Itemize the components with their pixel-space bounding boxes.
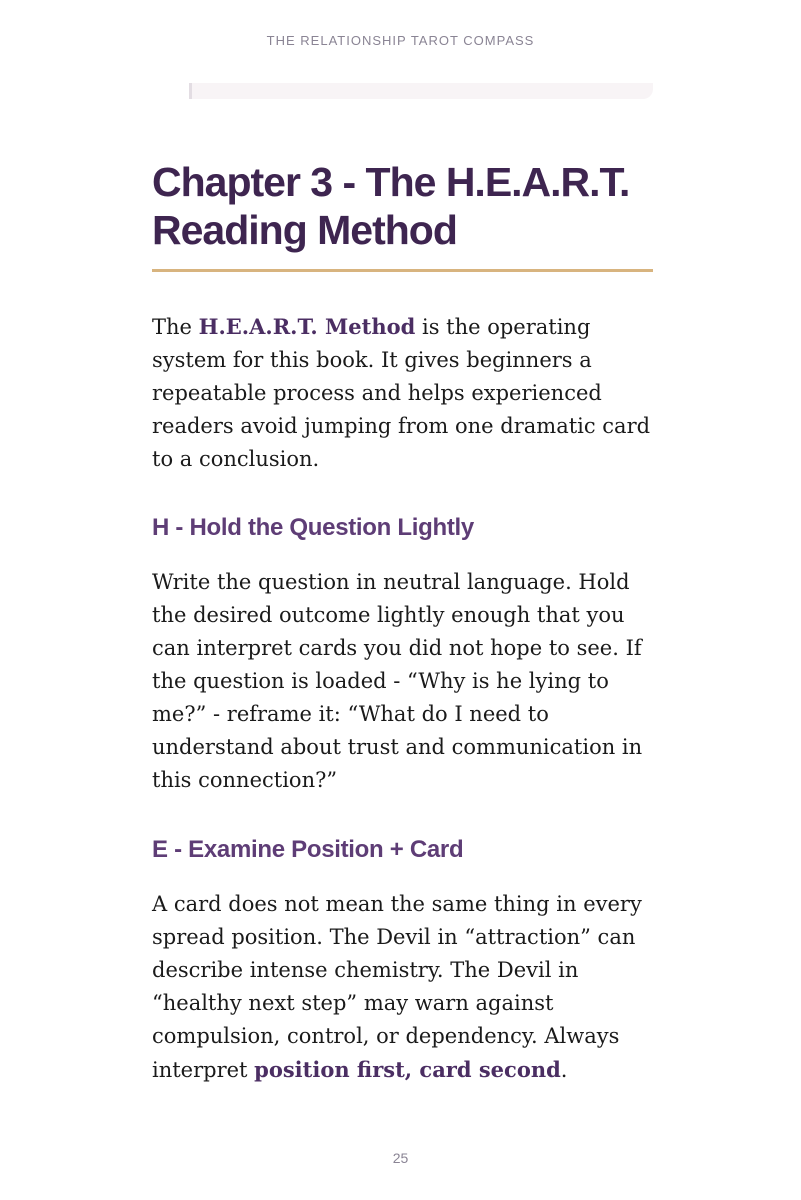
method-name: H.E.A.R.T. Method xyxy=(198,314,416,339)
intro-text: is the operating system for this book. It gives beginners a repeatable process and helps experienced readers avoid jumping from one dramatic card to a conclusion. xyxy=(152,315,651,471)
section-body-examine xyxy=(152,888,657,1087)
page-content xyxy=(152,158,657,1087)
chapter-title: Chapter 3 - The H.E.A.R.T. Reading Method xyxy=(152,158,653,272)
examine-emphasis: position first, card second xyxy=(254,1057,561,1082)
intro-lead: The xyxy=(152,315,199,339)
section-body-hold: Write the question in neutral language. Hold the desired outcome lightly enough that you can interpret cards you did not hope to see. If the question is loaded - “Why is he lying to me?” - reframe it: “What do I need to understand about trust and communication in this connection?” xyxy=(152,570,643,792)
section-heading-hold: H - Hold the Question Lightly xyxy=(152,514,474,541)
page-number: 25 xyxy=(392,1150,409,1166)
examine-text: A card does not mean the same thing in every spread position. The Devil in “attraction” can describe intense chemistry. The Devil in “healthy next step” may warn against compulsion, control, or dependency. Always interpret xyxy=(152,892,642,1082)
intro-paragraph xyxy=(152,310,657,476)
running-header: THE RELATIONSHIP TAROT COMPASS xyxy=(266,33,535,48)
section-heading-examine: E - Examine Position + Card xyxy=(152,836,464,863)
examine-end: . xyxy=(560,1058,568,1082)
callout-box-fragment xyxy=(189,83,653,99)
